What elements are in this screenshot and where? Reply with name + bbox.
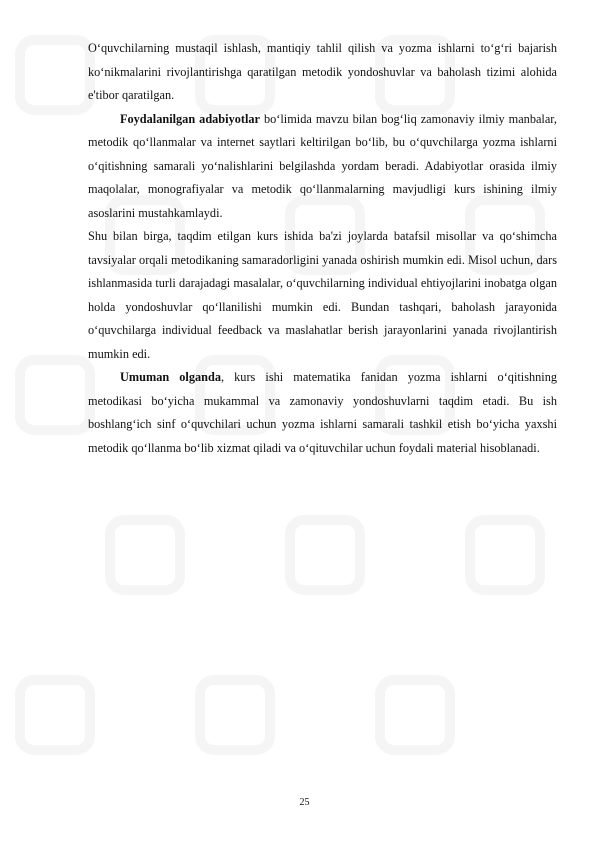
paragraph-text: O‘quvchilarning mustaqil ishlash, mantiqiy tahlil qilish va yozma ishlarni to‘g‘ri bajarish ko‘nikmalarini rivojlantirishga qaratilgan metodik yondoshuvlar va baholash tizimi alohida e'tibor qaratilgan. xyxy=(88,41,557,102)
paragraph-text: bo‘limida mavzu bilan bog‘liq zamonaviy ilmiy manbalar, metodik qo‘llanmalar va internet saytlari keltirilgan bo‘lib, bu o‘quvchilarga yozma ishlarni o‘qitishning samarali yo‘nalishlarini belgilashda yordam beradi. Adabiyotlar orasida ilmiy maqolalar, monografiyalar va metodik qo‘llanmalarning mavjudligi kurs ishining ilmiy asoslarini mustahkamlaydi. xyxy=(88,111,557,220)
paragraph-references xyxy=(88,108,557,226)
paragraph-lead-bold: Foydalanilgan adabiyotlar xyxy=(120,111,260,126)
paragraph-text: Shu bilan birga, taqdim etilgan kurs ishida ba'zi joylarda batafsil misollar va qo‘shimcha tavsiyalar orqali metodikaning samaradorligini yanada oshirish mumkin edi. Misol uchun, dars ishlanmasida turli darajadagi masalalar, o‘quvchilarning individual ehtiyojlarini inobatga olgan holda yondoshuvlar qo‘llanilishi mumkin edi. Bundan tashqari, baholash jarayonida o‘quvchilarga individual feedback va maslahatlar berish jarayonlarini yanada rivojlantirish mumkin edi. xyxy=(88,229,557,361)
paragraph-conclusion xyxy=(88,366,557,460)
page-number: 25 xyxy=(299,797,310,808)
document-body xyxy=(88,37,557,460)
paragraph-text: , kurs ishi matematika fanidan yozma ishlarni o‘qitishning metodikasi bo‘yicha mukammal va zamonaviy yondoshuvlarni taqdim etadi. Bu ish boshlang‘ich sinf o‘quvchilari uchun yozma ishlarni samarali tashkil etish bo‘yicha yaxshi metodik qo‘llanma bo‘lib xizmat qiladi va o‘qituvchilar uchun foydali material hisoblanadi. xyxy=(88,370,557,455)
paragraph-lead-bold: Umuman olganda xyxy=(120,370,221,384)
paragraph-methodology xyxy=(88,37,557,108)
paragraph-improvements xyxy=(88,225,557,366)
